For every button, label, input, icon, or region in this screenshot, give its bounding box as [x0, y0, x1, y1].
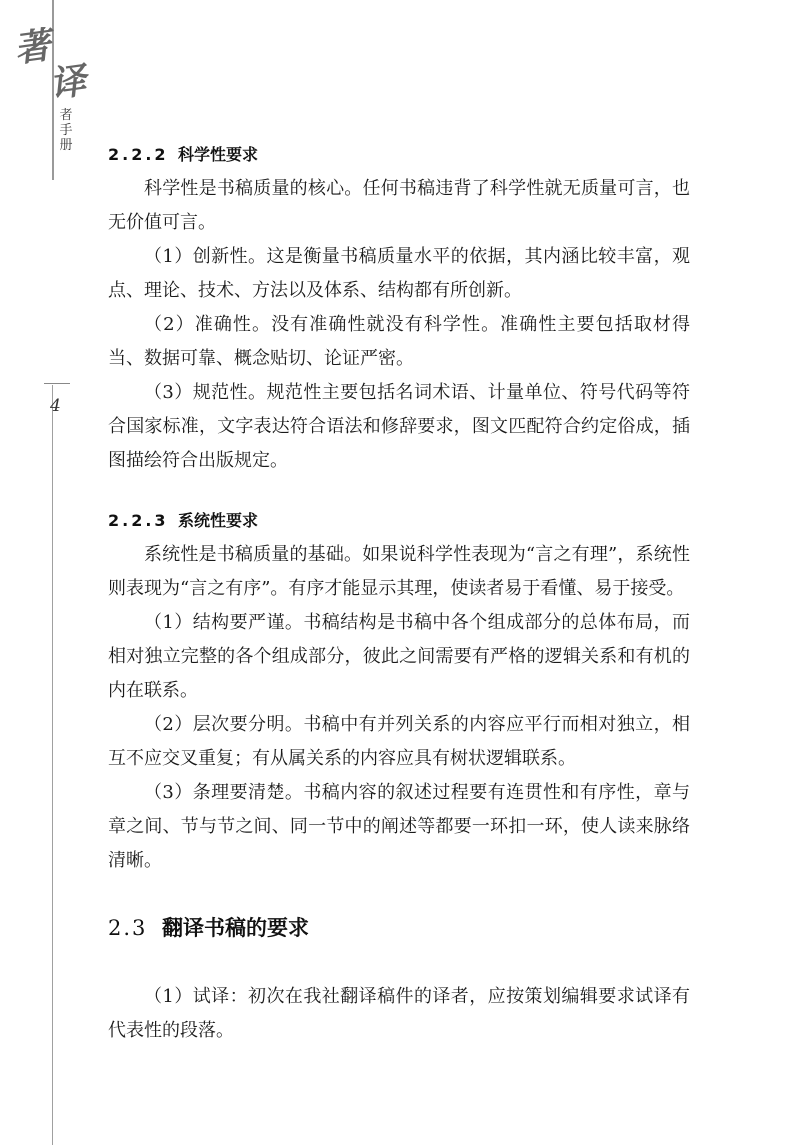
paragraph: 科学性是书稿质量的核心。任何书稿违背了科学性就无质量可言，也无价值可言。: [108, 178, 690, 233]
chapter-heading-2-3: [108, 906, 690, 950]
section-heading-2-2-3: [108, 504, 690, 538]
margin-tick: [44, 383, 70, 384]
main-content: [108, 138, 690, 1048]
paragraph: （3）规范性。规范性主要包括名词术语、计量单位、符号代码等符合国家标准，文字表达符合语法和修辞要求，图文匹配符合约定俗成，插图描绘符合出版规定。: [108, 382, 690, 471]
logo-char-2: 译: [46, 59, 89, 107]
paragraph: （1）创新性。这是衡量书稿质量水平的依据，其内涵比较丰富，观点、理论、技术、方法以及体系、结构都有所创新。: [108, 246, 690, 301]
section-heading-2-2-2: [108, 138, 690, 172]
margin-rule-bottom: [52, 385, 53, 1145]
heading-title: 翻译书稿的要求: [162, 915, 309, 940]
paragraph: （2）准确性。没有准确性就没有科学性。准确性主要包括取材得当、数据可靠、概念贴切、论证严密。: [108, 314, 690, 369]
side-running-title: 者手册: [59, 108, 73, 153]
logo-char-1: 著: [11, 24, 54, 71]
page-number: 4: [50, 396, 61, 416]
section-title: 科学性要求: [178, 145, 259, 164]
paragraph: （2）层次要分明。书稿中有并列关系的内容应平行而相对独立，相互不应交叉重复；有从属关系的内容应具有树状逻辑联系。: [108, 714, 690, 769]
paragraph: （1）结构要严谨。书稿结构是书稿中各个组成部分的总体布局，而相对独立完整的各个组成部分，彼此之间需要有严格的逻辑关系和有机的内在联系。: [108, 612, 690, 701]
series-logo: [12, 21, 104, 121]
section-title: 系统性要求: [178, 511, 259, 530]
section-number: 2.2.3: [108, 511, 169, 530]
section-number: 2.2.2: [108, 145, 169, 164]
paragraph: （3）条理要清楚。书稿内容的叙述过程要有连贯性和有序性，章与章之间、节与节之间、同一节中的阐述等都要一环扣一环，使人读来脉络清晰。: [108, 782, 690, 871]
paragraph: （1）试译：初次在我社翻译稿件的译者，应按策划编辑要求试译有代表性的段落。: [108, 986, 690, 1041]
paragraph: 系统性是书稿质量的基础。如果说科学性表现为“言之有理”，系统性则表现为“言之有序”。有序才能显示其理，使读者易于看懂、易于接受。: [108, 544, 690, 599]
heading-number: 2.3: [108, 916, 148, 940]
